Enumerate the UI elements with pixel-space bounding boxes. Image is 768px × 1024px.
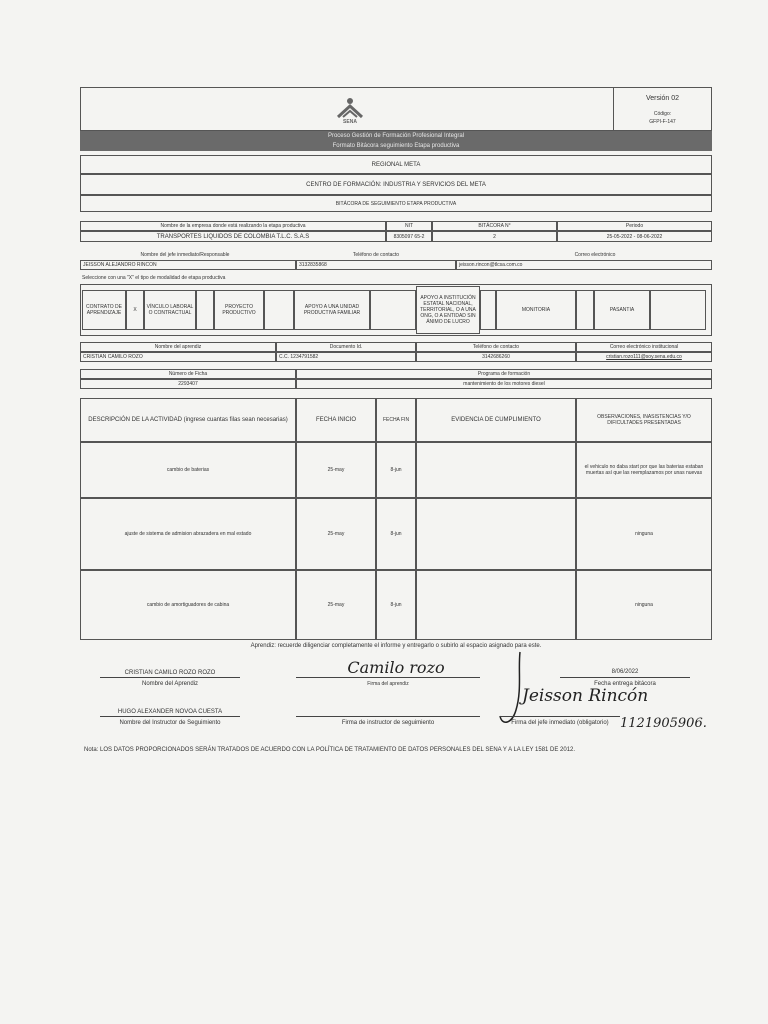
modality-option-label: VÍNCULO LABORAL O CONTRACTUAL bbox=[144, 290, 196, 330]
delivery-date: 8/06/2022 bbox=[611, 668, 639, 675]
modality-option-mark: X bbox=[126, 290, 144, 330]
modality-option-label: CONTRATO DE APRENDIZAJE bbox=[82, 290, 126, 330]
nit-value: 8305097 65-2 bbox=[386, 231, 432, 242]
activity-observations-header: OBSERVACIONES, INASISTENCIAS Y/O DIFICULTADES PRESENTADAS bbox=[576, 398, 712, 442]
signature-line bbox=[100, 716, 240, 717]
activity-description: cambio de baterias bbox=[80, 442, 296, 498]
signature-line bbox=[500, 716, 620, 717]
program-label: Programa de formación bbox=[296, 369, 712, 379]
apprentice-email-label: Correo electrónico institucional bbox=[576, 342, 712, 352]
modality-option-label: APOYO A UNA UNIDAD PRODUCTIVA FAMILIAR bbox=[294, 290, 370, 330]
regional-title: REGIONAL META bbox=[80, 155, 712, 174]
company-name-value: TRANSPORTES LIQUIDOS DE COLOMBIA T.L.C. S.A.S bbox=[80, 231, 386, 242]
reminder-text: Aprendiz: recuerde diligenciar completamente el informe y entregarlo o subirlo al espacio asignado para este. bbox=[250, 643, 542, 649]
program-value: mantenimiento de los motores diesel bbox=[296, 379, 712, 389]
format-title: Formato Bitácora seguimiento Etapa productiva bbox=[80, 141, 712, 151]
boss-sign-caption: Firma del jefe inmediato (obligatorio) bbox=[511, 719, 609, 726]
modality-instruction: Seleccione con una "X" el tipo de modalidad de etapa productiva bbox=[82, 275, 226, 281]
boss-name-label: Nombre del jefe inmediato/Responsable bbox=[140, 251, 230, 258]
centro-title: CENTRO DE FORMACIÓN: INDUSTRIA Y SERVICIOS DEL META bbox=[80, 174, 712, 195]
delivery-date-caption: Fecha entrega bitácora bbox=[594, 680, 656, 687]
modality-option-mark bbox=[196, 290, 214, 330]
activity-evidence-header: EVIDENCIA DE CUMPLIMIENTO bbox=[416, 398, 576, 442]
apprentice-handwritten-signature: Camilo rozo bbox=[347, 658, 445, 677]
instructor-name-caption: Nombre del Instructor de Seguimiento bbox=[119, 719, 221, 726]
logo-text: SENA bbox=[343, 119, 357, 125]
boss-phone-label: Teléfono de contacto bbox=[352, 251, 400, 258]
apprentice-sign-caption: Firma del aprendiz bbox=[367, 680, 409, 687]
boss-name-value: JEISSON ALEJANDRO RINCON bbox=[80, 260, 296, 270]
data-policy-note: Nota: LOS DATOS PROPORCIONADOS SERÁN TRATADOS DE ACUERDO CON LA POLÍTICA DE TRATAMIENTO DE DATOS PERSONALES DEL SENA Y A LA LEY 1581 DE 2012. bbox=[84, 747, 576, 753]
boss-email-label: Correo electrónico bbox=[574, 251, 616, 258]
apprentice-doc-label: Documento Id. bbox=[276, 342, 416, 352]
modality-option-mark bbox=[370, 290, 416, 330]
signature-line bbox=[560, 677, 690, 678]
version-label: Versión 02 bbox=[645, 94, 680, 102]
bitacora-number-label: BITÁCORA N° bbox=[432, 221, 557, 231]
signature-line bbox=[100, 677, 240, 678]
activity-description-header: DESCRIPCIÓN DE LA ACTIVIDAD (ingrese cuantas filas sean necesarias) bbox=[80, 398, 296, 442]
instructor-sign-caption: Firma de instructor de seguimiento bbox=[341, 719, 435, 726]
period-value: 25-05-2022 - 08-06-2022 bbox=[557, 231, 712, 242]
apprentice-phone-value: 3142686260 bbox=[416, 352, 576, 362]
modality-option-label: PASANTIA bbox=[594, 290, 650, 330]
sena-logo bbox=[330, 94, 370, 128]
activity-description: cambio de amortiguadores de cabina bbox=[80, 570, 296, 640]
code-label: Código: bbox=[653, 111, 672, 117]
boss-handwritten-phone: 1121905906. bbox=[620, 716, 707, 731]
activity-start-header: FECHA INICIO bbox=[296, 398, 376, 442]
activity-evidence bbox=[416, 498, 576, 570]
activity-start: 25-may bbox=[296, 442, 376, 498]
apprentice-name-label: Nombre del aprendiz bbox=[80, 342, 276, 352]
signature-line bbox=[296, 677, 480, 678]
modality-option-label: APOYO A INSTITUCIÓN ESTATAL NACIONAL, TERRITORIAL, O A UNA ONG, O A ENTIDAD SIN ÁNIMO DE LUCRO bbox=[416, 286, 480, 334]
modality-option-mark bbox=[650, 290, 706, 330]
activity-end: 8-jun bbox=[376, 498, 416, 570]
bitacora-number-value: 2 bbox=[432, 231, 557, 242]
activity-observations: ninguna bbox=[576, 570, 712, 640]
modality-option-label: MONITORIA bbox=[496, 290, 576, 330]
activity-description: ajuste de sistema de admision abrazadera en mal estado bbox=[80, 498, 296, 570]
boss-handwritten-signature: Jeisson Rincón bbox=[522, 686, 649, 706]
modality-option-mark bbox=[264, 290, 294, 330]
activity-start: 25-may bbox=[296, 498, 376, 570]
period-label: Periodo bbox=[557, 221, 712, 231]
nit-label: NIT bbox=[386, 221, 432, 231]
apprentice-doc-value: C.C. 1234791582 bbox=[276, 352, 416, 362]
company-name-label: Nombre de la empresa donde está realizando la etapa productiva bbox=[80, 221, 386, 231]
modality-option-label: PROYECTO PRODUCTIVO bbox=[214, 290, 264, 330]
activity-end-header: FECHA FIN bbox=[376, 398, 416, 442]
activity-evidence bbox=[416, 570, 576, 640]
ficha-value: 2293407 bbox=[80, 379, 296, 389]
modality-option-mark bbox=[576, 290, 594, 330]
ficha-label: Número de Ficha bbox=[80, 369, 296, 379]
apprentice-phone-label: Teléfono de contacto bbox=[416, 342, 576, 352]
process-title: Proceso Gestión de Formación Profesional Integral bbox=[80, 131, 712, 141]
boss-phone-value: 3132835868 bbox=[296, 260, 456, 270]
sena-logo-icon bbox=[336, 97, 364, 119]
activity-observations: el vehiculo no daba start por que las baterias estaban muertas así que las reemplazamos por unas nuevas bbox=[576, 442, 712, 498]
bitacora-title: BITÁCORA DE SEGUIMIENTO ETAPA PRODUCTIVA bbox=[80, 195, 712, 212]
apprentice-name-signed: CRISTIAN CAMILO ROZO ROZO bbox=[124, 669, 216, 676]
modality-option-mark bbox=[480, 290, 496, 330]
activity-evidence bbox=[416, 442, 576, 498]
apprentice-name-value: CRISTIAN CAMILO ROZO bbox=[80, 352, 276, 362]
signature-line bbox=[296, 716, 480, 717]
activity-end: 8-jun bbox=[376, 442, 416, 498]
activity-start: 25-may bbox=[296, 570, 376, 640]
instructor-name-signed: HUGO ALEXANDER NOVOA CUESTA bbox=[117, 708, 223, 715]
apprentice-name-caption: Nombre del Aprendiz bbox=[141, 680, 199, 687]
apprentice-email-value: cristian.rozo111@soy.sena.edu.co bbox=[576, 352, 712, 362]
boss-email-value: jeisson.rincon@tlcsa.com.co bbox=[456, 260, 712, 270]
activity-end: 8-jun bbox=[376, 570, 416, 640]
activity-observations: ninguna bbox=[576, 498, 712, 570]
code-value: GFPI-F-147 bbox=[649, 119, 676, 125]
